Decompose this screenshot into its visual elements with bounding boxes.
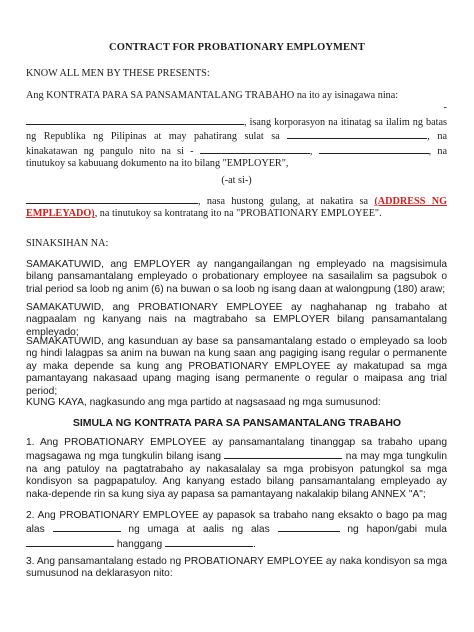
at-si-line: (-at si-) (221, 175, 252, 186)
end-day-blank[interactable] (165, 537, 253, 547)
employee-referred-text: , na tinutukoy sa kontratang ito na "PROBATIONARY EMPLOYEE". (94, 208, 382, 220)
end-time-blank[interactable] (278, 522, 340, 532)
start-day-blank[interactable] (26, 537, 114, 547)
employee-paragraph (26, 194, 447, 221)
employer-address-blank[interactable] (287, 129, 427, 139)
whereas-paragraph-2: SAMAKATUWID, ang PROBATIONARY EMPLOYEE ay naghahanap ng trabaho at nagpaalam ng kanyang nais na magtrabaho sa EMPLOYER bilang pansamantalang empleyado; (26, 302, 447, 338)
position-blank[interactable] (224, 449, 342, 459)
employer-name-blank[interactable] (26, 115, 244, 125)
clause-2-intro: 2. Ang PROBATIONARY EMPLOYEE ay papasok sa trabaho nang eksakto o bago pa mag alas (26, 510, 447, 536)
parties-dash: - (443, 102, 447, 114)
employee-name-blank[interactable] (26, 194, 198, 204)
clause-2-evening: ng hapon/gabi mula (347, 524, 447, 536)
president-name-blank[interactable] (200, 144, 310, 154)
clause-1 (26, 437, 447, 501)
president-extra-blank[interactable] (319, 144, 429, 154)
parties-represented-text: , na kinakatawan ng pangulo nito na si - (26, 131, 447, 157)
whereas-paragraph-3: SAMAKATUWID, ang kasunduan ay base sa pansamantalang estado o empleyado sa loob ng hindi lalagpas sa anim na buwan na kung saan ang pagiging isang regular o permanente ay maka depende sa kung ang PROBATIONARY EMPLOYEE ay makatupad sa mga pamantayang nakasaad upang maging isang permanente o regular o maipasa ang trial period; (26, 336, 447, 397)
sinaksihan-heading: SINAKSIHAN NA: (26, 238, 109, 249)
clause-1-intro: 1. Ang PROBATIONARY EMPLOYEE ay pansamantalang tinanggap sa trabaho upang magsagawa ng mga tungkulin bilang isang (26, 437, 447, 463)
parties-corporation-text: , isang korporasyon na itinatag sa ilalim ng batas ng Republika ng Pilipinas at may pahatirang sulat sa (26, 116, 447, 143)
employee-age-text: , nasa hustong gulang, at nakatira sa (198, 196, 369, 207)
employee-address-placeholder: (ADDRESS NG EMPLEYADO) (26, 196, 448, 220)
clause-2-morning: ng umaga at aalis ng alas (128, 524, 270, 536)
start-time-blank[interactable] (53, 522, 121, 532)
whereas-paragraph-1: SAMAKATUWID, ang EMPLOYER ay nangangailangan ng empleyado na magsisimula bilang pansamantalang empleyado o probationary employee na sasailalim sa pagsubok o trial period sa loob ng anim (6) na buwan o sa loob ng isang daan at walongpung (180) araw; (26, 259, 447, 295)
clause-2-period: . (253, 538, 256, 550)
parties-dash-line (26, 102, 447, 114)
know-all-men-line: KNOW ALL MEN BY THESE PRESENTS: (26, 68, 210, 79)
clause-3: 3. Ang pansamantalang estado ng PROBATIONARY EMPLOYEE ay naka kondisyon sa mga sumusunod na deklarasyon nito: (26, 556, 447, 580)
contract-subtitle: SIMULA NG KONTRATA PARA SA PANSAMANTALANG TRABAHO (72, 417, 402, 429)
parties-employer-text: , na tinutukoy sa kabuuang dokumento na ito bilang "EMPLOYER", (26, 145, 448, 170)
document-title: CONTRACT FOR PROBATIONARY EMPLOYMENT (109, 42, 365, 53)
kung-kaya-paragraph: KUNG KAYA, nagkasundo ang mga partido at nagsasaad ng mga sumusunod: (26, 397, 381, 408)
clause-2 (26, 510, 447, 551)
parties-paragraph: Ang KONTRATA PARA SA PANSAMANTALANG TRABAHO na ito ay isinagawa nina: - , isang korporasyon na itinatag sa ilalim ng batas ng Republika ng Pilipinas at may pahatirang sulat sa , na kinakatawan ng pangulo nito na si - , , na tinutukoy sa kabuuang dokumento na ito bilang "EMPLOYER", (26, 90, 448, 170)
clause-1-body: na may mga tungkulin na ang patuloy na pagtatrabaho ay nakasalalay sa mga probisyon patungkol sa mga kondisyon sa pagpapatuloy. Ang kanyang estado bilang pansamantalang empleyado ay naka-depende rin sa kung siya ay papasa sa pamantayang nakalakip bilang ANNEX "A"; (26, 451, 447, 500)
clause-2-until: hanggang (116, 538, 163, 550)
parties-intro-text: Ang KONTRATA PARA SA PANSAMANTALANG TRABAHO na ito ay isinagawa nina: (26, 90, 399, 101)
